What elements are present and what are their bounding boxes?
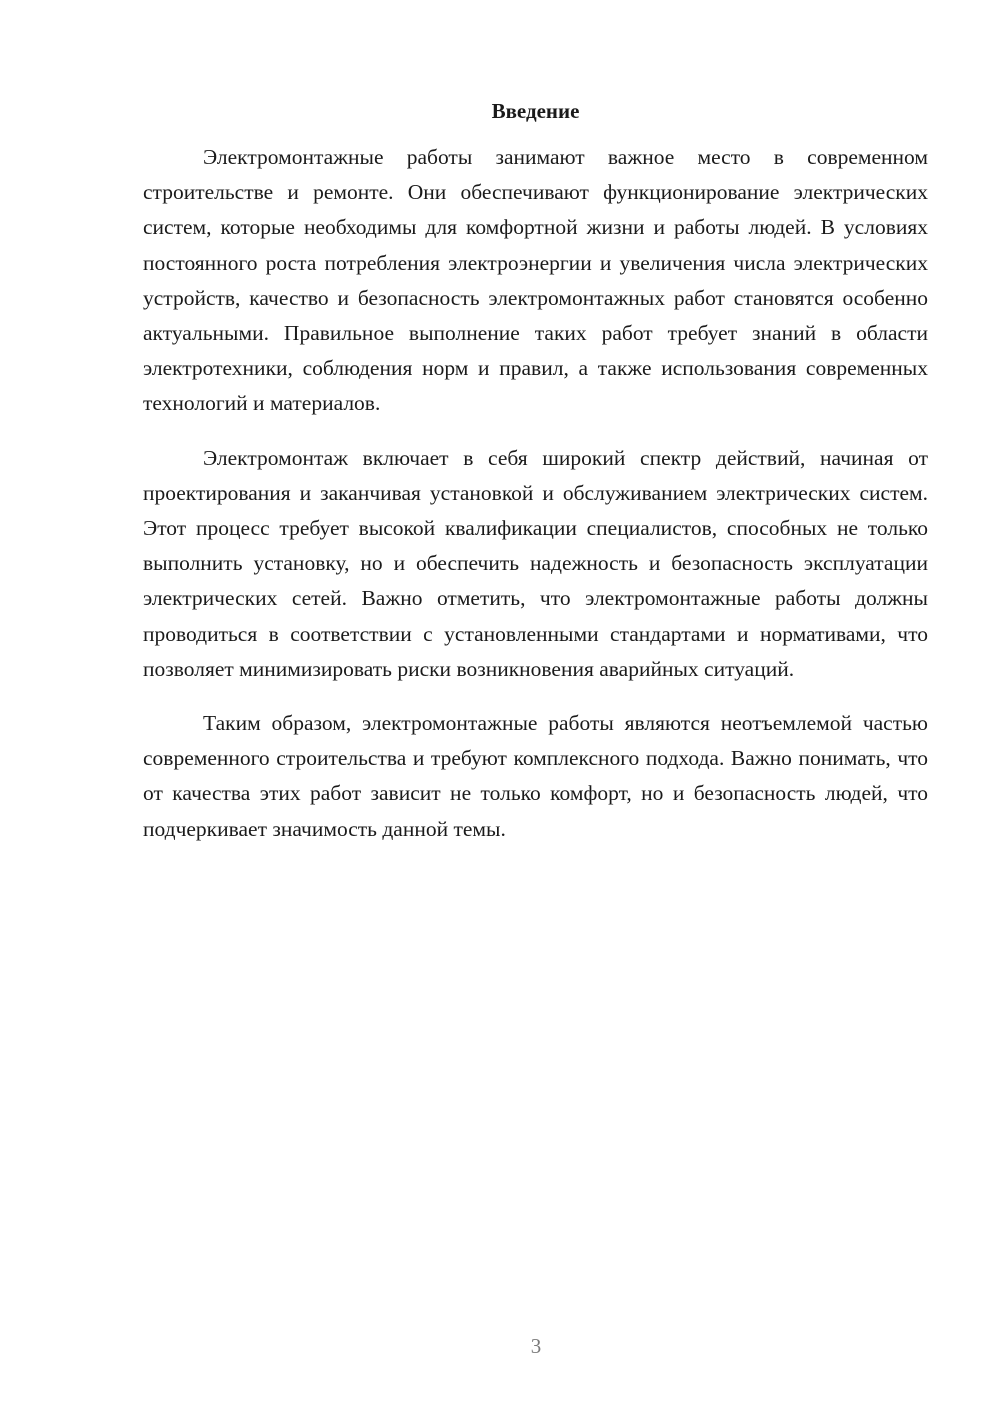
page-number: 3 [530, 1334, 542, 1358]
paragraph-3: Таким образом, электромонтажные работы являются неотъемлемой частью современного строительства и требуют комплексного подхода. Важно понимать, что от качества этих работ зависит не только комфорт, но и безопасность людей, что подчеркивает значимость данной темы. [143, 711, 928, 841]
paragraph-2: Электромонтаж включает в себя широкий спектр действий, начиная от проектирования и заканчивая установкой и обслуживанием электрических систем. Этот процесс требует высокой квалификации специалистов, способных не только выполнить установку, но и обеспечить надежность и безопасность эксплуатации электрических сетей. Важно отметить, что электромонтажные работы должны проводиться в соответствии с установленными стандартами и нормативами, что позволяет минимизировать риски возникновения аварийных ситуаций. [143, 445, 928, 681]
paragraph-1: Электромонтажные работы занимают важное место в современном строительстве и ремонте. Они обеспечивают функционирование электрических систем, которые необходимы для комфортной жизни и работы людей. В условиях постоянного роста потребления электроэнергии и увеличения числа электрических устройств, качество и безопасность электромонтажных работ становятся особенно актуальными. Правильное выполнение таких работ требует знаний в области электротехники, соблюдения норм и правил, а также использования современных технологий и материалов. [143, 145, 928, 416]
section-heading: Введение [491, 99, 580, 123]
page-content [143, 96, 928, 847]
